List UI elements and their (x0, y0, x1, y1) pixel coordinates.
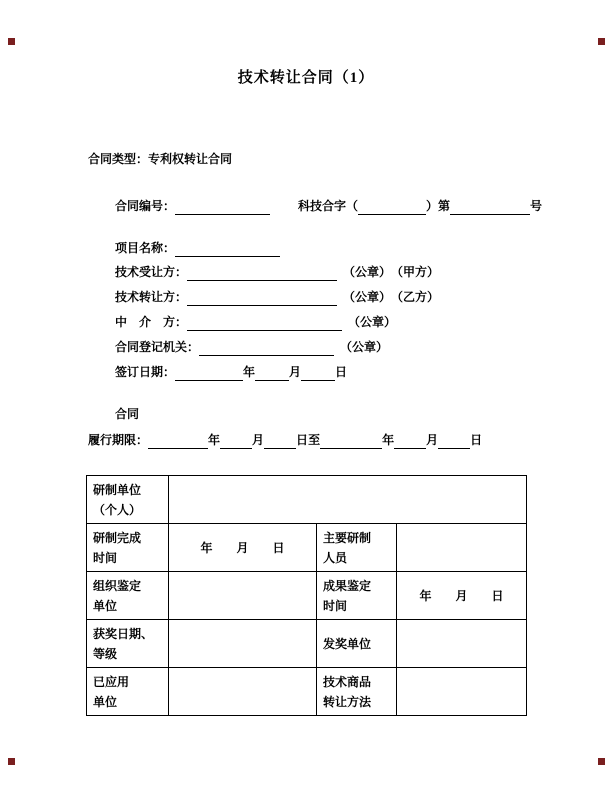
project-name-label: 项目名称： (115, 241, 176, 255)
cell-appraisal-org-label (87, 572, 169, 620)
blank-duration-end-day (438, 435, 470, 449)
award-date-label-line1: 获奖日期、 (93, 626, 154, 641)
duration-to-label: 至 (308, 433, 321, 447)
duration-end-month-label: 月 (426, 433, 439, 447)
contract-type-line (88, 150, 232, 168)
corner-mark-top-left (8, 38, 15, 45)
blank-duration-start-year (148, 435, 208, 449)
sign-date-line (115, 363, 347, 381)
contract-type-label: 合同类型：专利权转让合同 (88, 152, 233, 166)
intermediary-line (115, 313, 396, 331)
cell-main-researchers-label (317, 524, 397, 572)
contract-word: 合同 (115, 407, 140, 421)
cell-transfer-method-label (317, 668, 397, 716)
transfer-method-label-line1: 技术商品 (323, 674, 372, 689)
duration-end-day-label: 日 (470, 433, 483, 447)
transferor-label: 技术转让方： (115, 290, 188, 304)
assignee-label: 技术受让方： (115, 265, 188, 279)
main-researchers-label-line1: 主要研制 (323, 530, 372, 545)
registry-label: 合同登记机关： (115, 340, 200, 354)
sign-day-label: 日 (335, 365, 348, 379)
registry-seal: （公章） (340, 340, 389, 354)
cell-research-unit-value (169, 476, 527, 524)
sign-year-label: 年 (243, 365, 256, 379)
applied-unit-label-line2: 单位 (93, 694, 118, 709)
keji-suffix: 号 (530, 199, 543, 213)
blank-keji-number (450, 201, 530, 215)
table-row (87, 476, 527, 524)
appraisal-org-label-line1: 组织鉴定 (93, 578, 142, 593)
cell-appraisal-time-label (317, 572, 397, 620)
research-unit-label-line1: 研制单位 (93, 482, 142, 497)
duration-line (88, 431, 482, 449)
completion-time-label-line1: 研制完成 (93, 530, 142, 545)
sign-date-label: 签订日期： (115, 365, 176, 379)
cell-appraisal-org-value (169, 572, 317, 620)
party-b-label: （乙方） (397, 290, 440, 304)
intermediary-seal: （公章） (348, 315, 397, 329)
table-row (87, 620, 527, 668)
blank-sign-day (301, 367, 335, 381)
blank-registry (199, 342, 334, 356)
assignee-seal: （公章） (343, 265, 392, 279)
registry-line (115, 338, 388, 356)
blank-sign-month (255, 367, 289, 381)
applied-unit-label-line1: 已应用 (93, 674, 130, 689)
blank-contract-no (175, 201, 270, 215)
duration-start-month-label: 月 (252, 433, 265, 447)
table-row (87, 668, 527, 716)
blank-sign-year (175, 367, 243, 381)
appraisal-time-label-line1: 成果鉴定 (323, 578, 372, 593)
award-date-label-line2: 等级 (93, 646, 118, 661)
corner-mark-bottom-left (8, 758, 15, 765)
cell-research-unit-label (87, 476, 169, 524)
assignee-line (115, 263, 439, 281)
cell-completion-time-label (87, 524, 169, 572)
contract-no-line (115, 197, 542, 215)
document-title: 技术转让合同（1） (237, 70, 375, 86)
party-a-label: （甲方） (397, 265, 440, 279)
cell-award-date-label (87, 620, 169, 668)
duration-end-year-label: 年 (382, 433, 395, 447)
sign-month-label: 月 (289, 365, 302, 379)
blank-duration-end-month (394, 435, 426, 449)
table-row (87, 572, 527, 620)
blank-duration-start-month (220, 435, 252, 449)
intermediary-label: 中 介 方： (115, 315, 188, 329)
blank-assignee (187, 267, 337, 281)
completion-time-label-line2: 时间 (93, 550, 118, 565)
project-info-table (86, 475, 527, 716)
blank-keji-series (358, 201, 426, 215)
transfer-method-label-line2: 转让方法 (323, 694, 372, 709)
appraisal-org-label-line2: 单位 (93, 598, 118, 613)
cell-award-issuer-label: 发奖单位 (317, 620, 397, 668)
corner-mark-bottom-right (598, 758, 605, 765)
blank-duration-start-day (264, 435, 296, 449)
cell-transfer-method-value (397, 668, 527, 716)
appraisal-time-label-line2: 时间 (323, 598, 348, 613)
blank-transferor (187, 292, 337, 306)
cell-award-date-value (169, 620, 317, 668)
cell-completion-time-value: 年 月 日 (169, 524, 317, 572)
contract-no-label: 合同编号： (115, 199, 176, 213)
duration-start-year-label: 年 (208, 433, 221, 447)
duration-start-day-label: 日 (296, 433, 309, 447)
transferor-seal: （公章） (343, 290, 392, 304)
duration-label: 履行期限： (88, 433, 149, 447)
research-unit-label-line2: （个人） (93, 502, 142, 517)
cell-appraisal-time-value: 年 月 日 (397, 572, 527, 620)
keji-mid: ）第 (426, 199, 451, 213)
blank-duration-end-year (320, 435, 382, 449)
blank-intermediary (187, 317, 342, 331)
cell-applied-unit-value (169, 668, 317, 716)
cell-award-issuer-value (397, 620, 527, 668)
table-row (87, 524, 527, 572)
contract-word-line (115, 405, 139, 423)
corner-mark-top-right (598, 38, 605, 45)
cell-applied-unit-label (87, 668, 169, 716)
blank-project-name (175, 243, 280, 257)
keji-prefix: 科技合字（ (298, 199, 359, 213)
main-researchers-label-line2: 人员 (323, 550, 348, 565)
project-name-line (115, 239, 280, 257)
cell-main-researchers-value (397, 524, 527, 572)
transferor-line (115, 288, 439, 306)
